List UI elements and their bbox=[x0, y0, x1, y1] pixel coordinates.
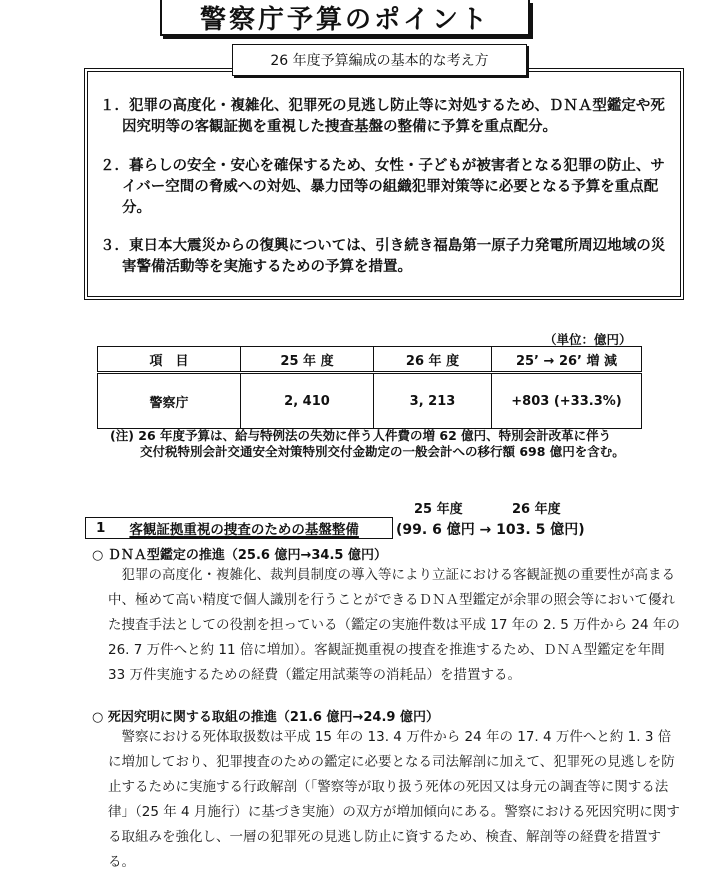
policy-subtitle: 26 年度予算編成の基本的な考え方 bbox=[232, 44, 527, 76]
year-label-26: 26 年度 bbox=[512, 502, 561, 517]
table-note bbox=[110, 428, 690, 460]
section-1-amount: (99. 6 億円 → 103. 5 億円) bbox=[396, 522, 585, 538]
table-header-row bbox=[98, 347, 642, 373]
policy-item-3: ３．東日本大震災からの復興については、引き続き福島第一原子力発電所周辺地域の災害警備活動等を実施するための予算を措置。 bbox=[100, 238, 666, 275]
header-fy26: 26 年 度 bbox=[374, 347, 492, 373]
item-1-heading: ○ ＤＮＡ型鑑定の推進（25.6 億円→34.5 億円） bbox=[92, 548, 387, 563]
header-change: 25’ → 26’ 増 減 bbox=[492, 347, 642, 373]
note-line-2: 交付税特別会計交通安全対策特別交付金勘定の一般会計への移行額 698 億円を含む。 bbox=[140, 444, 625, 459]
header-fy25: 25 年 度 bbox=[241, 347, 374, 373]
item-2-heading: ○ 死因究明に関する取組の推進（21.6 億円→24.9 億円） bbox=[92, 710, 439, 725]
cell-change: +803 (+33.3%) bbox=[492, 373, 642, 429]
unit-label: （単位：億円） bbox=[544, 332, 632, 347]
section-1-title: 客観証拠重視の捜査のための基盤整備 bbox=[129, 522, 359, 538]
item-1-body: 犯罪の高度化・複雑化、裁判員制度の導入等により立証における客観証拠の重要性が高まる中、極めて高い精度で個人識別を行うことができるＤＮＡ型鑑定が余罪の照会等において優れた捜査手法としての役割を担っている（鑑定の実施件数は平成 17 年の 2. 5 万件から 24 年の 26. 7 万件へと約 11 倍に増加）。客観証拠重視の捜査を推進するため、ＤＮＡ型鑑定を年間 33 万件実施するための経費（鑑定用試薬等の消耗品）を措置する。 bbox=[108, 567, 680, 683]
section-1-number: 1 bbox=[96, 520, 106, 536]
budget-table bbox=[97, 346, 642, 429]
header-item: 項 目 bbox=[98, 347, 241, 373]
cell-fy25: 2, 410 bbox=[241, 373, 374, 429]
item-2-body: 警察における死体取扱数は平成 15 年の 13. 4 万件から 24 年の 17. 4 万件へと約 1. 3 倍に増加しており、犯罪捜査のための鑑定に必要となる司法解剖に加えて、犯罪死の見逃しを防止するために実施する行政解剖（「警察等が取り扱う死体の死因又は身元の調査等に関する法律」（25 年 4 月施行）に基づき実施）の双方が増加傾向にある。警察における死因究明に関する取組みを強化し、一層の犯罪死の見逃し防止に資するため、検査、解剖等の経費を措置する。 bbox=[108, 729, 680, 870]
year-label-25: 25 年度 bbox=[414, 502, 463, 517]
section-1-heading bbox=[85, 517, 393, 539]
policy-item-2: ２．暮らしの安全・安心を確保するため、女性・子どもが被害者となる犯罪の防止、サイバー空間の脅威への対処、暴力団等の組織犯罪対策等に必要となる予算を重点配分。 bbox=[100, 158, 665, 216]
note-line-1: (注) 26 年度予算は、給与特例法の失効に伴う人件費の増 62 億円、特別会計改革に伴う bbox=[110, 428, 612, 443]
page-title: 警察庁予算のポイント bbox=[160, 0, 530, 36]
policy-item-1: １．犯罪の高度化・複雑化、犯罪死の見逃し防止等に対処するため、ＤＮＡ型鑑定や死因究明等の客観証拠を重視した捜査基盤の整備に予算を重点配分。 bbox=[100, 98, 665, 135]
table-row bbox=[98, 373, 642, 429]
cell-item: 警察庁 bbox=[98, 373, 241, 429]
cell-fy26: 3, 213 bbox=[374, 373, 492, 429]
